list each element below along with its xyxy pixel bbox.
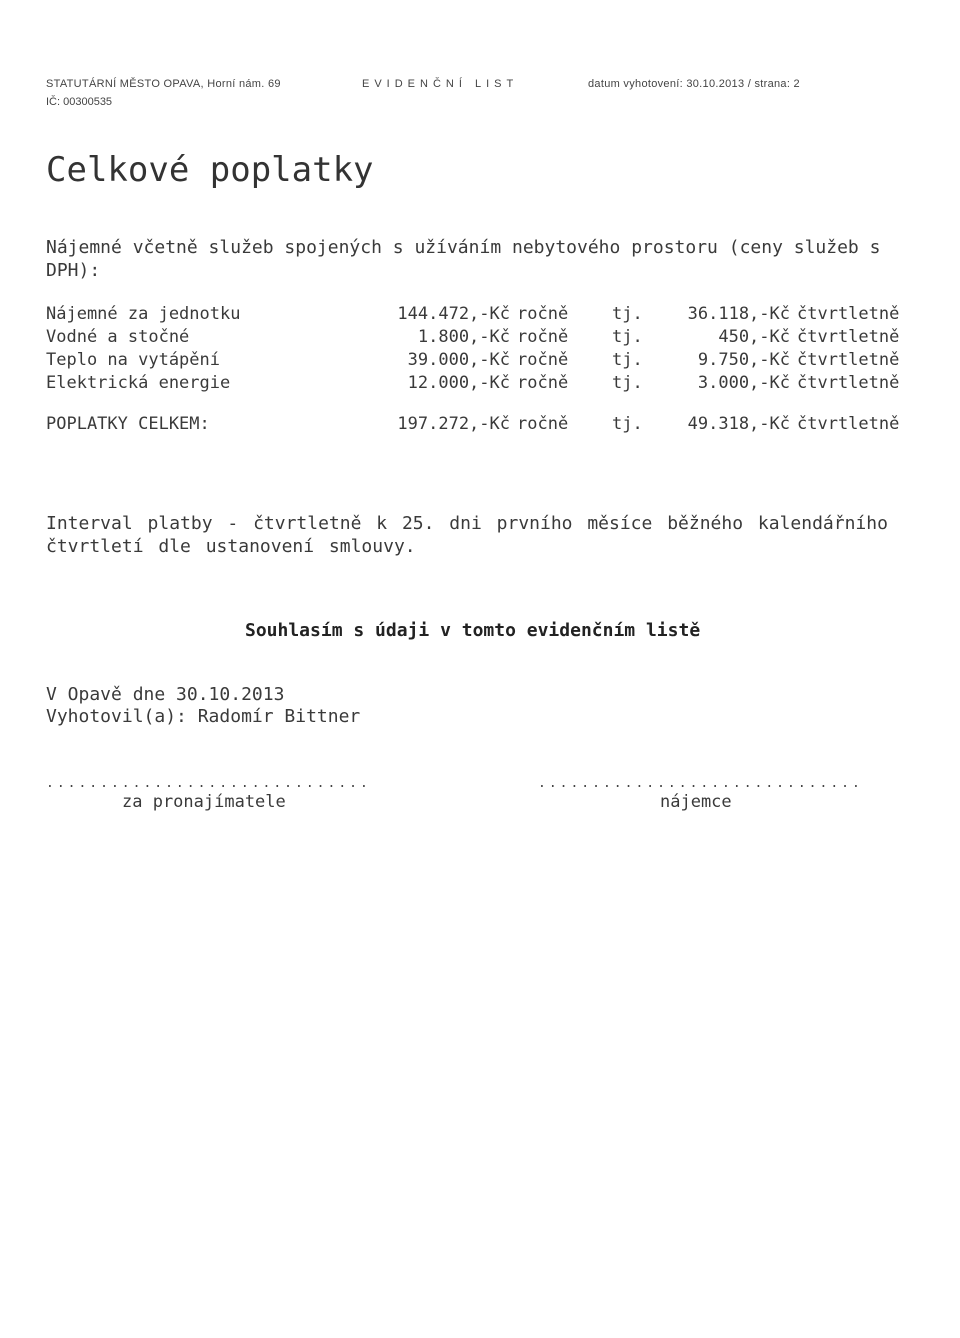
fee-quarterly-unit: čtvrtletně <box>797 304 900 324</box>
fee-label: Elektrická energie <box>46 373 231 393</box>
fee-annual: 1.800,-Kč <box>417 327 510 347</box>
header-date-page: datum vyhotovení: 30.10.2013 / strana: 2 <box>588 78 800 90</box>
fee-annual-unit: ročně <box>517 373 569 393</box>
fee-tj: tj. <box>612 373 643 393</box>
total-label: POPLATKY CELKEM: <box>46 414 210 434</box>
fee-label: Vodné a stočné <box>46 327 190 347</box>
fee-annual: 12.000,-Kč <box>407 373 510 393</box>
fee-quarterly: 3.000,-Kč <box>697 373 790 393</box>
fee-label: Nájemné za jednotku <box>46 304 241 324</box>
fee-quarterly-unit: čtvrtletně <box>797 327 900 347</box>
total-quarterly: 49.318,-Kč <box>687 414 790 434</box>
signature-label-landlord: za pronajímatele <box>122 792 286 812</box>
fee-annual-unit: ročně <box>517 327 569 347</box>
header-ico: IČ: 00300535 <box>46 96 113 108</box>
fee-quarterly-unit: čtvrtletně <box>797 373 900 393</box>
fee-annual-unit: ročně <box>517 304 569 324</box>
fee-quarterly: 36.118,-Kč <box>687 304 790 324</box>
fee-tj: tj. <box>612 350 643 370</box>
total-annual-unit: ročně <box>517 414 569 434</box>
total-quarterly-unit: čtvrtletně <box>797 414 900 434</box>
header-organization: STATUTÁRNÍ MĚSTO OPAVA, Horní nám. 69 <box>46 78 281 90</box>
signature-label-tenant: nájemce <box>660 792 732 812</box>
fee-annual: 39.000,-Kč <box>407 350 510 370</box>
page-title: Celkové poplatky <box>46 150 374 190</box>
total-tj: tj. <box>612 414 643 434</box>
fee-annual: 144.472,-Kč <box>397 304 510 324</box>
place-date: V Opavě dne 30.10.2013 <box>46 684 285 705</box>
fee-annual-unit: ročně <box>517 350 569 370</box>
total-annual: 197.272,-Kč <box>397 414 510 434</box>
fee-quarterly: 9.750,-Kč <box>697 350 790 370</box>
prepared-by: Vyhotovil(a): Radomír Bittner <box>46 706 361 727</box>
header-document-type: EVIDENČNÍ LIST <box>362 78 519 90</box>
payment-interval-text: Interval platby - čtvrtletně k 25. dni prvního měsíce běžného kalendářního čtvrtletí dle ustanovení smlouvy. <box>46 513 888 557</box>
signature-line-tenant: .............................. <box>538 776 863 791</box>
signature-line-landlord: .............................. <box>46 776 371 791</box>
fee-tj: tj. <box>612 327 643 347</box>
fee-tj: tj. <box>612 304 643 324</box>
agreement-statement: Souhlasím s údaji v tomto evidenčním listě <box>245 620 701 641</box>
fee-label: Teplo na vytápění <box>46 350 220 370</box>
fee-quarterly-unit: čtvrtletně <box>797 350 900 370</box>
intro-text: Nájemné včetně služeb spojených s užíváním nebytového prostoru (ceny služeb s DPH): <box>46 237 881 281</box>
fee-quarterly: 450,-Kč <box>718 327 790 347</box>
